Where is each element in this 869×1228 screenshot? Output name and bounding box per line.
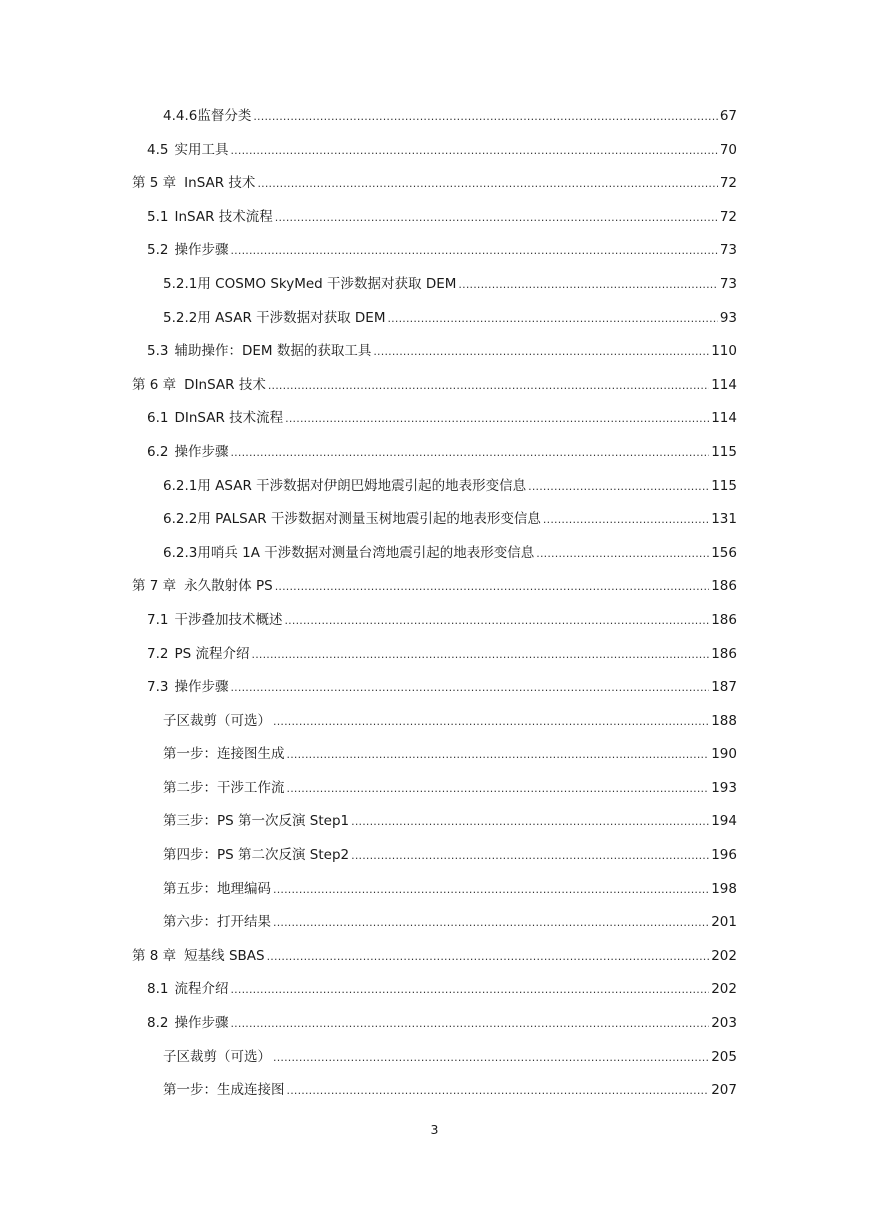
toc-entry-title: 用哨兵 1A 干涉数据对测量台湾地震引起的地表形变信息 — [197, 544, 535, 561]
toc-leader-dots — [268, 369, 709, 403]
toc-leader-dots — [230, 234, 717, 268]
toc-entry-number: 4.4.6 — [163, 108, 198, 124]
toc-entry[interactable] — [132, 335, 737, 369]
toc-entry-number: 5.1 — [147, 208, 169, 225]
toc-entry-number: 6.2.1 — [163, 477, 198, 494]
toc-leader-dots — [273, 1041, 709, 1075]
toc-leader-dots — [458, 268, 717, 302]
toc-entry-title: 子区裁剪（可选） — [163, 1048, 271, 1065]
toc-entry-title: InSAR 技术流程 — [174, 208, 273, 225]
toc-entry[interactable] — [132, 100, 737, 134]
toc-entry-page: 67 — [719, 108, 737, 124]
toc-leader-dots — [252, 638, 710, 672]
toc-entry-number: 第 6 章 — [132, 376, 177, 393]
toc-leader-dots — [351, 805, 709, 839]
toc-entry-page: 73 — [719, 275, 737, 292]
toc-entry-number: 7.2 — [147, 645, 169, 662]
toc-entry[interactable] — [132, 1041, 737, 1075]
toc-entry-page: 202 — [711, 981, 737, 998]
toc-entry[interactable] — [132, 302, 737, 336]
toc-leader-dots — [285, 402, 709, 436]
toc-entry-title: 监督分类 — [197, 108, 252, 124]
toc-entry-page: 186 — [711, 611, 737, 628]
toc-leader-dots — [257, 167, 717, 201]
toc-leader-dots — [230, 436, 709, 470]
toc-entry[interactable] — [132, 738, 737, 772]
toc-entry-title: DInSAR 技术 — [184, 376, 266, 393]
toc-entry[interactable] — [132, 369, 737, 403]
toc-entry-title: 用 ASAR 干涉数据对获取 DEM — [197, 309, 386, 326]
toc-entry-title: 第五步：地理编码 — [163, 880, 271, 897]
toc-entry-title: 永久散射体 PS — [184, 578, 273, 595]
toc-leader-dots — [287, 772, 710, 806]
toc-leader-dots — [273, 705, 709, 739]
toc-entry-number: 第 7 章 — [132, 578, 177, 595]
toc-leader-dots — [287, 738, 710, 772]
toc-entry[interactable] — [132, 1007, 737, 1041]
toc-entry[interactable] — [132, 1074, 737, 1108]
toc-entry-page: 194 — [711, 813, 737, 830]
toc-entry-title: 操作步骤 — [174, 242, 229, 259]
toc-entry-number: 4.5 — [147, 141, 169, 158]
toc-entry[interactable] — [132, 167, 737, 201]
toc-entry-page: 201 — [711, 914, 737, 931]
toc-entry-number: 6.2.2 — [163, 511, 198, 528]
toc-leader-dots — [284, 604, 709, 638]
toc-entry-title: 用 COSMO SkyMed 干涉数据对获取 DEM — [197, 275, 457, 292]
toc-entry[interactable] — [132, 604, 737, 638]
toc-entry-page: 205 — [711, 1048, 737, 1065]
page-number: 3 — [430, 1122, 439, 1137]
toc-entry-page: 190 — [711, 746, 737, 763]
toc-leader-dots — [230, 1007, 709, 1041]
toc-entry-number: 6.2.3 — [163, 544, 198, 561]
toc-entry-page: 186 — [711, 645, 737, 662]
toc-entry-title: 干涉叠加技术概述 — [174, 611, 283, 628]
toc-entry[interactable] — [132, 772, 737, 806]
toc-entry[interactable] — [132, 705, 737, 739]
toc-entry[interactable] — [132, 503, 737, 537]
toc-entry-page: 186 — [711, 578, 737, 595]
toc-entry-page: 156 — [711, 544, 737, 561]
toc-leader-dots — [287, 1074, 710, 1108]
table-of-contents — [132, 100, 737, 1108]
toc-entry-page: 131 — [711, 511, 737, 528]
toc-entry-page: 115 — [711, 477, 737, 494]
toc-leader-dots — [230, 134, 717, 168]
toc-entry[interactable] — [132, 805, 737, 839]
toc-leader-dots — [273, 906, 709, 940]
toc-entry[interactable] — [132, 268, 737, 302]
toc-entry-title: 第三步：PS 第一次反演 Step1 — [163, 813, 350, 830]
toc-entry[interactable] — [132, 839, 737, 873]
toc-entry-page: 72 — [719, 175, 737, 192]
toc-entry-page: 72 — [719, 208, 737, 225]
toc-leader-dots — [536, 537, 709, 571]
toc-entry-title: 流程介绍 — [174, 981, 229, 998]
toc-entry-page: 202 — [711, 947, 737, 964]
toc-entry[interactable] — [132, 671, 737, 705]
toc-entry-number: 8.2 — [147, 1015, 169, 1032]
toc-entry[interactable] — [132, 201, 737, 235]
toc-entry-title: 操作步骤 — [174, 679, 229, 696]
toc-leader-dots — [273, 873, 709, 907]
toc-entry-title: 第一步：生成连接图 — [163, 1082, 285, 1099]
toc-entry-title: 辅助操作：DEM 数据的获取工具 — [174, 343, 372, 360]
toc-entry-title: 第六步：打开结果 — [163, 914, 271, 931]
toc-entry-number: 7.1 — [147, 611, 169, 628]
toc-entry-page: 73 — [719, 242, 737, 259]
toc-entry-title: 操作步骤 — [174, 1015, 229, 1032]
toc-leader-dots — [267, 940, 710, 974]
toc-entry[interactable] — [132, 570, 737, 604]
toc-entry[interactable] — [132, 906, 737, 940]
toc-entry-number: 6.2 — [147, 443, 169, 460]
toc-entry[interactable] — [132, 470, 737, 504]
toc-entry-number: 7.3 — [147, 679, 169, 696]
toc-entry-title: 用 PALSAR 干涉数据对测量玉树地震引起的地表形变信息 — [197, 511, 541, 528]
toc-entry-page: 207 — [711, 1082, 737, 1099]
toc-entry[interactable] — [132, 402, 737, 436]
toc-entry-title: 子区裁剪（可选） — [163, 712, 271, 729]
toc-leader-dots — [230, 671, 709, 705]
toc-entry[interactable] — [132, 940, 737, 974]
toc-entry[interactable] — [132, 436, 737, 470]
toc-entry-number: 第 8 章 — [132, 947, 177, 964]
toc-entry-title: 实用工具 — [174, 141, 229, 158]
toc-entry-page: 70 — [719, 141, 737, 158]
toc-entry-page: 203 — [711, 1015, 737, 1032]
toc-entry-page: 114 — [711, 376, 737, 393]
toc-entry-title: DInSAR 技术流程 — [174, 410, 284, 427]
toc-entry-number: 5.3 — [147, 343, 169, 360]
toc-entry[interactable] — [132, 973, 737, 1007]
toc-entry[interactable] — [132, 537, 737, 571]
toc-entry-title: 操作步骤 — [174, 443, 229, 460]
toc-entry[interactable] — [132, 134, 737, 168]
toc-leader-dots — [351, 839, 709, 873]
toc-leader-dots — [528, 470, 709, 504]
toc-entry-page: 188 — [711, 712, 737, 729]
toc-entry[interactable] — [132, 234, 737, 268]
toc-entry-title: 第二步：干涉工作流 — [163, 779, 285, 796]
toc-entry[interactable] — [132, 638, 737, 672]
toc-entry-page: 93 — [719, 309, 737, 326]
toc-entry-page: 198 — [711, 880, 737, 897]
toc-entry-page: 196 — [711, 847, 737, 864]
toc-entry[interactable] — [132, 873, 737, 907]
toc-entry-title: 短基线 SBAS — [184, 947, 265, 964]
toc-leader-dots — [543, 503, 709, 537]
toc-entry-page: 115 — [711, 443, 737, 460]
toc-leader-dots — [373, 335, 709, 369]
toc-entry-page: 110 — [711, 343, 737, 360]
toc-entry-number: 8.1 — [147, 981, 169, 998]
toc-entry-title: InSAR 技术 — [184, 175, 256, 192]
toc-leader-dots — [253, 100, 717, 134]
toc-leader-dots — [387, 302, 717, 336]
toc-entry-title: 用 ASAR 干涉数据对伊朗巴姆地震引起的地表形变信息 — [197, 477, 527, 494]
toc-entry-title: PS 流程介绍 — [174, 645, 250, 662]
toc-entry-title: 第一步：连接图生成 — [163, 746, 285, 763]
toc-entry-page: 187 — [711, 679, 737, 696]
toc-entry-title: 第四步：PS 第二次反演 Step2 — [163, 847, 350, 864]
toc-entry-number: 5.2.2 — [163, 309, 198, 326]
toc-entry-page: 193 — [711, 779, 737, 796]
toc-entry-number: 5.2.1 — [163, 275, 198, 292]
toc-leader-dots — [275, 201, 718, 235]
toc-entry-number: 6.1 — [147, 410, 169, 427]
toc-leader-dots — [230, 973, 709, 1007]
toc-leader-dots — [275, 570, 710, 604]
toc-entry-page: 114 — [711, 410, 737, 427]
toc-entry-number: 第 5 章 — [132, 175, 177, 192]
toc-entry-number: 5.2 — [147, 242, 169, 259]
